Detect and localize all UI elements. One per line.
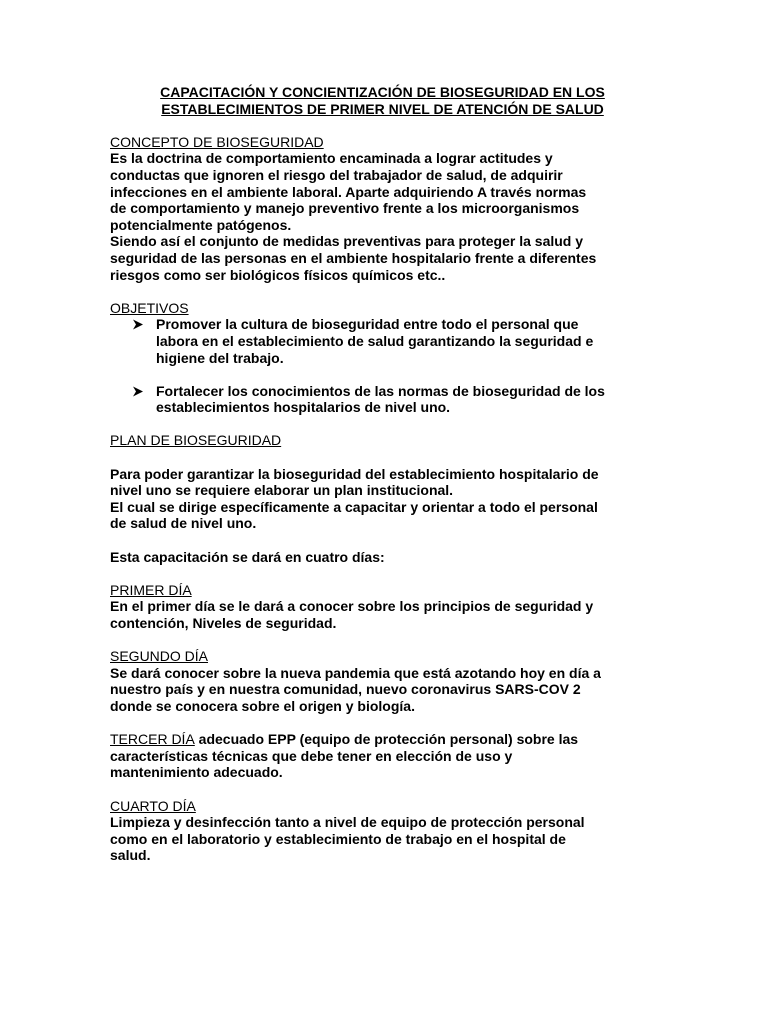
tercer-dia-first-line <box>110 731 655 748</box>
text-line: En el primer día se le dará a conocer sobre los principios de seguridad y <box>110 598 594 615</box>
title-line-1: CAPACITACIÓN Y CONCIENTIZACIÓN DE BIOSEGURIDAD EN LOS <box>160 84 605 100</box>
segundo-dia-text <box>110 665 655 715</box>
plan-intro: Esta capacitación se dará en cuatro días: <box>110 548 385 565</box>
list-item <box>110 316 655 366</box>
text-line: Promover la cultura de bioseguridad entre todo el personal que <box>156 316 579 333</box>
text-line: Limpieza y desinfección tanto a nivel de equipo de protección personal <box>110 814 585 831</box>
text-line: como en el laboratorio y establecimiento de trabajo en el hospital de <box>110 830 566 847</box>
text-line: mantenimiento adecuado. <box>110 764 283 781</box>
text-line: Fortalecer los conocimientos de las normas de bioseguridad de los <box>156 382 605 399</box>
heading-tercer-dia: TERCER DÍA <box>110 731 195 748</box>
plan-paragraph <box>110 466 655 532</box>
section-primer-dia <box>110 582 655 632</box>
text-line: labora en el establecimiento de salud garantizando la seguridad e <box>156 332 594 349</box>
section-objetivos <box>110 300 655 416</box>
text-line: salud. <box>110 847 151 864</box>
text-line: infecciones en el ambiente laboral. Aparte adquiriendo A través normas <box>110 183 587 200</box>
text-line: potencialmente patógenos. <box>110 216 292 233</box>
text-line: seguridad de las personas en el ambiente hospitalario frente a diferentes <box>110 249 597 266</box>
heading-plan: PLAN DE BIOSEGURIDAD <box>110 432 282 449</box>
heading-cuarto-dia: CUARTO DÍA <box>110 797 196 814</box>
text-line: conductas que ignoren el riesgo del trabajador de salud, de adquirir <box>110 166 563 183</box>
section-tercer-dia <box>110 731 655 781</box>
text-line: riesgos como ser biológicos físicos químicos etc.. <box>110 266 446 283</box>
text-line: higiene del trabajo. <box>156 349 284 366</box>
document-title <box>110 84 655 117</box>
text-line: nivel uno se requiere elaborar un plan institucional. <box>110 482 454 499</box>
text-line: nuestro país y en nuestra comunidad, nuevo coronavirus SARS-COV 2 <box>110 681 581 698</box>
tercer-dia-text <box>110 731 655 781</box>
text-line: características técnicas que debe tener en elección de uso y <box>110 747 513 764</box>
text-line: Se dará conocer sobre la nueva pandemia que está azotando hoy en día a <box>110 664 601 681</box>
document-page <box>110 84 655 864</box>
text-line: donde se conocera sobre el origen y biología. <box>110 697 415 714</box>
arrowhead-bullet-icon <box>132 319 144 330</box>
heading-segundo-dia: SEGUNDO DÍA <box>110 648 209 665</box>
section-concepto <box>110 134 655 283</box>
text-line: de comportamiento y manejo preventivo frente a los microorganismos <box>110 200 580 217</box>
section-cuarto-dia <box>110 798 655 864</box>
cuarto-dia-text <box>110 814 655 864</box>
text-line: Para poder garantizar la bioseguridad del establecimiento hospitalario de <box>110 465 599 482</box>
text-line: contención, Niveles de seguridad. <box>110 615 337 631</box>
text-line: Es la doctrina de comportamiento encaminada a lograr actitudes y <box>110 150 553 167</box>
text-line: establecimientos hospitalarios de nivel uno. <box>156 399 451 416</box>
title-line-2: ESTABLECIMIENTOS DE PRIMER NIVEL DE ATENCIÓN DE SALUD <box>161 100 604 117</box>
text-fragment: adecuado EPP (equipo de protección personal) sobre las <box>194 731 579 748</box>
concepto-paragraph <box>110 150 655 283</box>
list-item <box>110 383 655 416</box>
heading-objetivos: OBJETIVOS <box>110 299 189 316</box>
text-line: Siendo así el conjunto de medidas preventivas para proteger la salud y <box>110 233 584 250</box>
objetivos-list <box>110 316 655 416</box>
text-line: de salud de nivel uno. <box>110 515 257 532</box>
section-segundo-dia <box>110 648 655 714</box>
heading-concepto: CONCEPTO DE BIOSEGURIDAD <box>110 133 324 150</box>
arrowhead-bullet-icon <box>132 386 144 397</box>
primer-dia-text <box>110 598 655 631</box>
section-plan <box>110 432 655 565</box>
text-line: El cual se dirige específicamente a capacitar y orientar a todo el personal <box>110 498 598 515</box>
heading-primer-dia: PRIMER DÍA <box>110 581 192 598</box>
